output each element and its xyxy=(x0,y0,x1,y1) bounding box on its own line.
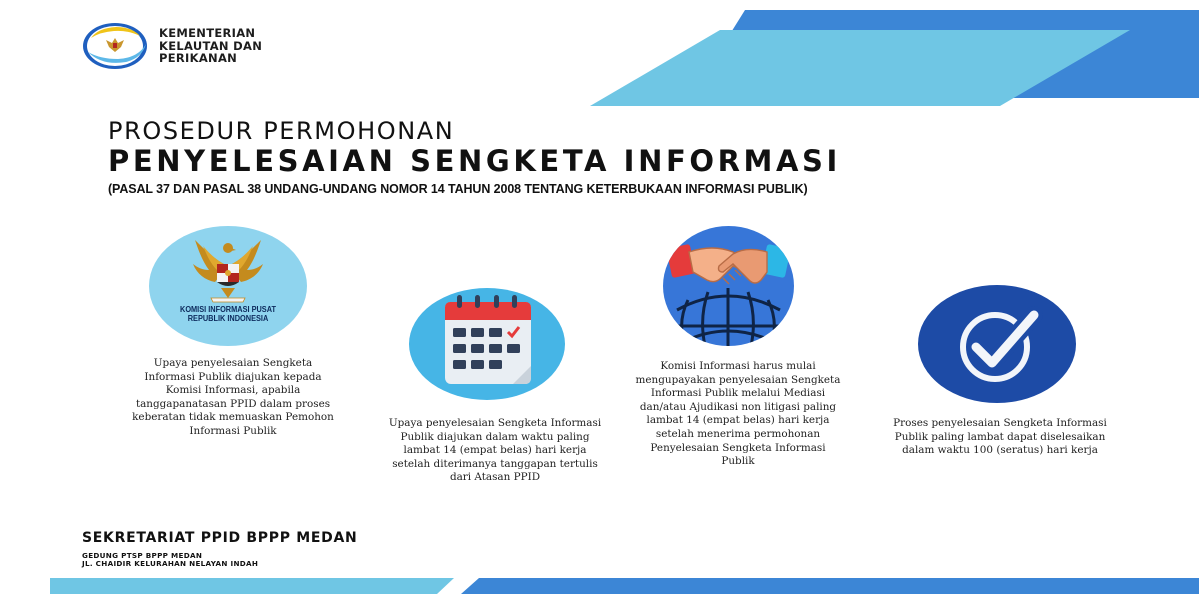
caption-line: KOMISI INFORMASI PUSAT xyxy=(180,305,276,314)
komisi-informasi-caption xyxy=(155,305,300,323)
calendar-icon xyxy=(409,288,565,400)
caption-line: REPUBLIK INDONESIA xyxy=(187,314,269,323)
kkp-emblem-icon xyxy=(82,22,150,70)
bottom-band-dark xyxy=(461,578,1199,594)
step1-icon-circle xyxy=(149,226,307,346)
footer-title: SEKRETARIAT PPID BPPP MEDAN xyxy=(82,530,358,546)
garuda-emblem-icon xyxy=(149,226,307,346)
step2-description: Upaya penyelesaian Sengketa Informasi Publik diajukan dalam waktu paling lambat 14 (empat belas) hari kerja setelah diterimanya tanggapan tertulis dari Atasan PPID xyxy=(388,417,602,484)
step3-icon-circle xyxy=(663,226,794,346)
step1-description: Upaya penyelesaian Sengketa Informasi Publik diajukan kepada Komisi Informasi, apabila tanggapanatasan PPID dalam proses keberatan tidak memuaskan Pemohon Informasi Publik xyxy=(132,357,334,437)
step2-icon-circle xyxy=(409,288,565,400)
checkmark-circle-icon xyxy=(918,285,1076,403)
step3-description: Komisi Informasi harus mulai mengupayakan penyelesaian Sengketa Informasi Publik melalui Mediasi dan/atau Ajudikasi non litigasi paling lambat 14 (empat belas) hari kerja setelah menerima permohonan Penyelesaian Sengketa Informasi Publik xyxy=(635,360,841,468)
logo-text-line: KEMENTERIAN xyxy=(159,26,256,40)
logo-text xyxy=(159,27,262,65)
page-title-line1: PROSEDUR PERMOHONAN xyxy=(108,117,455,145)
footer-address-line1: GEDUNG PTSP BPPP MEDAN xyxy=(82,551,203,560)
step4-icon-circle xyxy=(918,285,1076,403)
ministry-logo xyxy=(82,22,282,72)
bottom-band-light xyxy=(50,578,454,594)
step4-description: Proses penyelesaian Sengketa Informasi Publik paling lambat dapat diselesaikan dalam waktu 100 (seratus) hari kerja xyxy=(893,417,1107,457)
logo-text-line: KELAUTAN DAN xyxy=(159,38,263,53)
logo-text-line: PERIKANAN xyxy=(159,51,238,65)
page-title-line2: PENYELESAIAN SENGKETA INFORMASI xyxy=(108,144,841,178)
page-subtitle: (PASAL 37 DAN PASAL 38 UNDANG-UNDANG NOMOR 14 TAHUN 2008 TENTANG KETERBUKAAN INFORMASI PUBLIK) xyxy=(108,181,808,196)
footer-address-line2: JL. CHAIDIR KELURAHAN NELAYAN INDAH xyxy=(82,559,259,568)
handshake-globe-icon xyxy=(663,226,794,346)
